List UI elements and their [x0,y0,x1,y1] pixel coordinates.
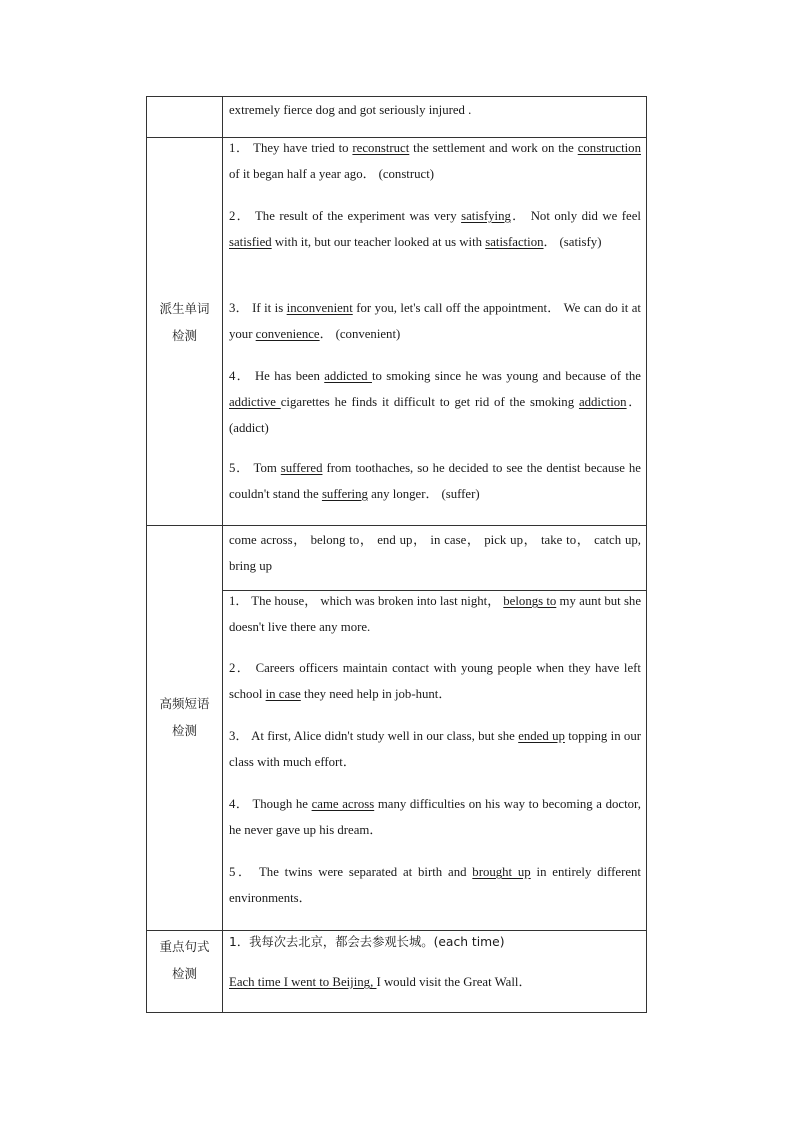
exercise-item [229,203,641,255]
derived-words-label: 派生单词 检测 [159,301,210,343]
answer-blank: belongs to [503,594,557,608]
answer-blank: in case [265,687,301,701]
exercise-item [229,859,641,911]
answer-blank: convenience [255,327,320,341]
answer-blank: reconstruct [352,141,410,155]
answer-blank: addiction [578,395,627,409]
answer-blank: suffering [321,487,368,501]
answer-blank: ended up [518,729,565,743]
answer-blank: came across [311,797,375,811]
exercise-item [229,135,641,187]
item-text: with it, but our teacher looked at us with [271,235,486,249]
answer-blank: brought up [472,865,531,879]
item-text: 1． They have tried to [229,141,353,155]
exercise-item [229,455,641,507]
answer-blank: addicted [324,369,372,383]
phrase-word-bank [229,527,641,579]
item-text: any longer． (suffer) [367,487,480,501]
exercise-item [229,655,641,707]
answer-blank: satisfied [229,235,272,249]
row-divider [147,525,646,526]
sentence-answer: Each time I went to Beijing, I would visit the Great Wall． [229,975,532,989]
item-text: cigarettes he finds it difficult to get rid of the smoking [280,395,579,409]
item-text: to smoking since he was young and because of the [371,369,641,383]
item-text: 2． The result of the experiment was very [229,209,462,223]
exercise-item [229,791,641,843]
word-bank-text: come across， belong to， end up， in case， pick up， take to， catch up, bring up [229,533,641,573]
answer-blank: satisfying [461,209,511,223]
item-text: ． (convenient) [319,327,401,341]
item-text: many difficulties on his way to becoming a doctor, he never gave up his dream． [229,797,641,837]
exercise-item [229,723,641,775]
exercise-item [229,295,641,347]
sentences-label: 重点句式 检测 [159,939,210,981]
item-text: 2． Careers officers maintain contact with young people when they have left school [229,661,641,701]
answer-blank: addictive [229,395,281,409]
item-text: 3． At first, Alice didn't study well in our class, but she [229,729,519,743]
item-text: the settlement and work on the [409,141,578,155]
item-text: in entirely different environments． [229,865,641,905]
phrases-label: 高频短语 检测 [159,696,210,738]
answer-blank: construction [577,141,641,155]
item-text: 5． The twins were separated at birth and [229,865,473,879]
item-text: ． Not only did we feel [510,209,641,223]
item-text: ． (satisfy) [543,235,602,249]
item-text: of it began half a year ago． (construct) [229,167,435,181]
continued-sentence-text: extremely fierce dog and got seriously injured . [229,103,472,117]
answer-blank: inconvenient [286,301,353,315]
sentence-prompt: 1．我每次去北京，都会去参观长城。(each time) [229,935,505,949]
item-text: my aunt but she doesn't live there any more. [229,594,642,634]
item-text: topping in our class with much effort． [229,729,641,769]
column-divider [222,97,223,1012]
item-text: 3． If it is [229,301,287,315]
item-text: 4． He has been [229,369,325,383]
item-text: 1． The house， which was broken into last night， [229,594,504,608]
item-text: they need help in job-hunt． [300,687,452,701]
item-text: for you, let's call off the appointment． We can do it at your [229,301,641,341]
exercise-item [229,588,641,640]
answer-blank: suffered [280,461,323,475]
answer-blank: satisfaction [485,235,544,249]
continued-sentence [229,97,641,123]
item-text: ． (addict) [229,395,642,435]
item-text: 5． Tom [229,461,281,475]
item-text: 4． Though he [229,797,312,811]
answer-blank: Each time I went to Beijing, [229,975,377,989]
item-text: from toothaches, so he decided to see the dentist because he couldn't stand the [229,461,641,501]
exercise-table [146,96,647,1013]
exercise-item [229,363,641,441]
